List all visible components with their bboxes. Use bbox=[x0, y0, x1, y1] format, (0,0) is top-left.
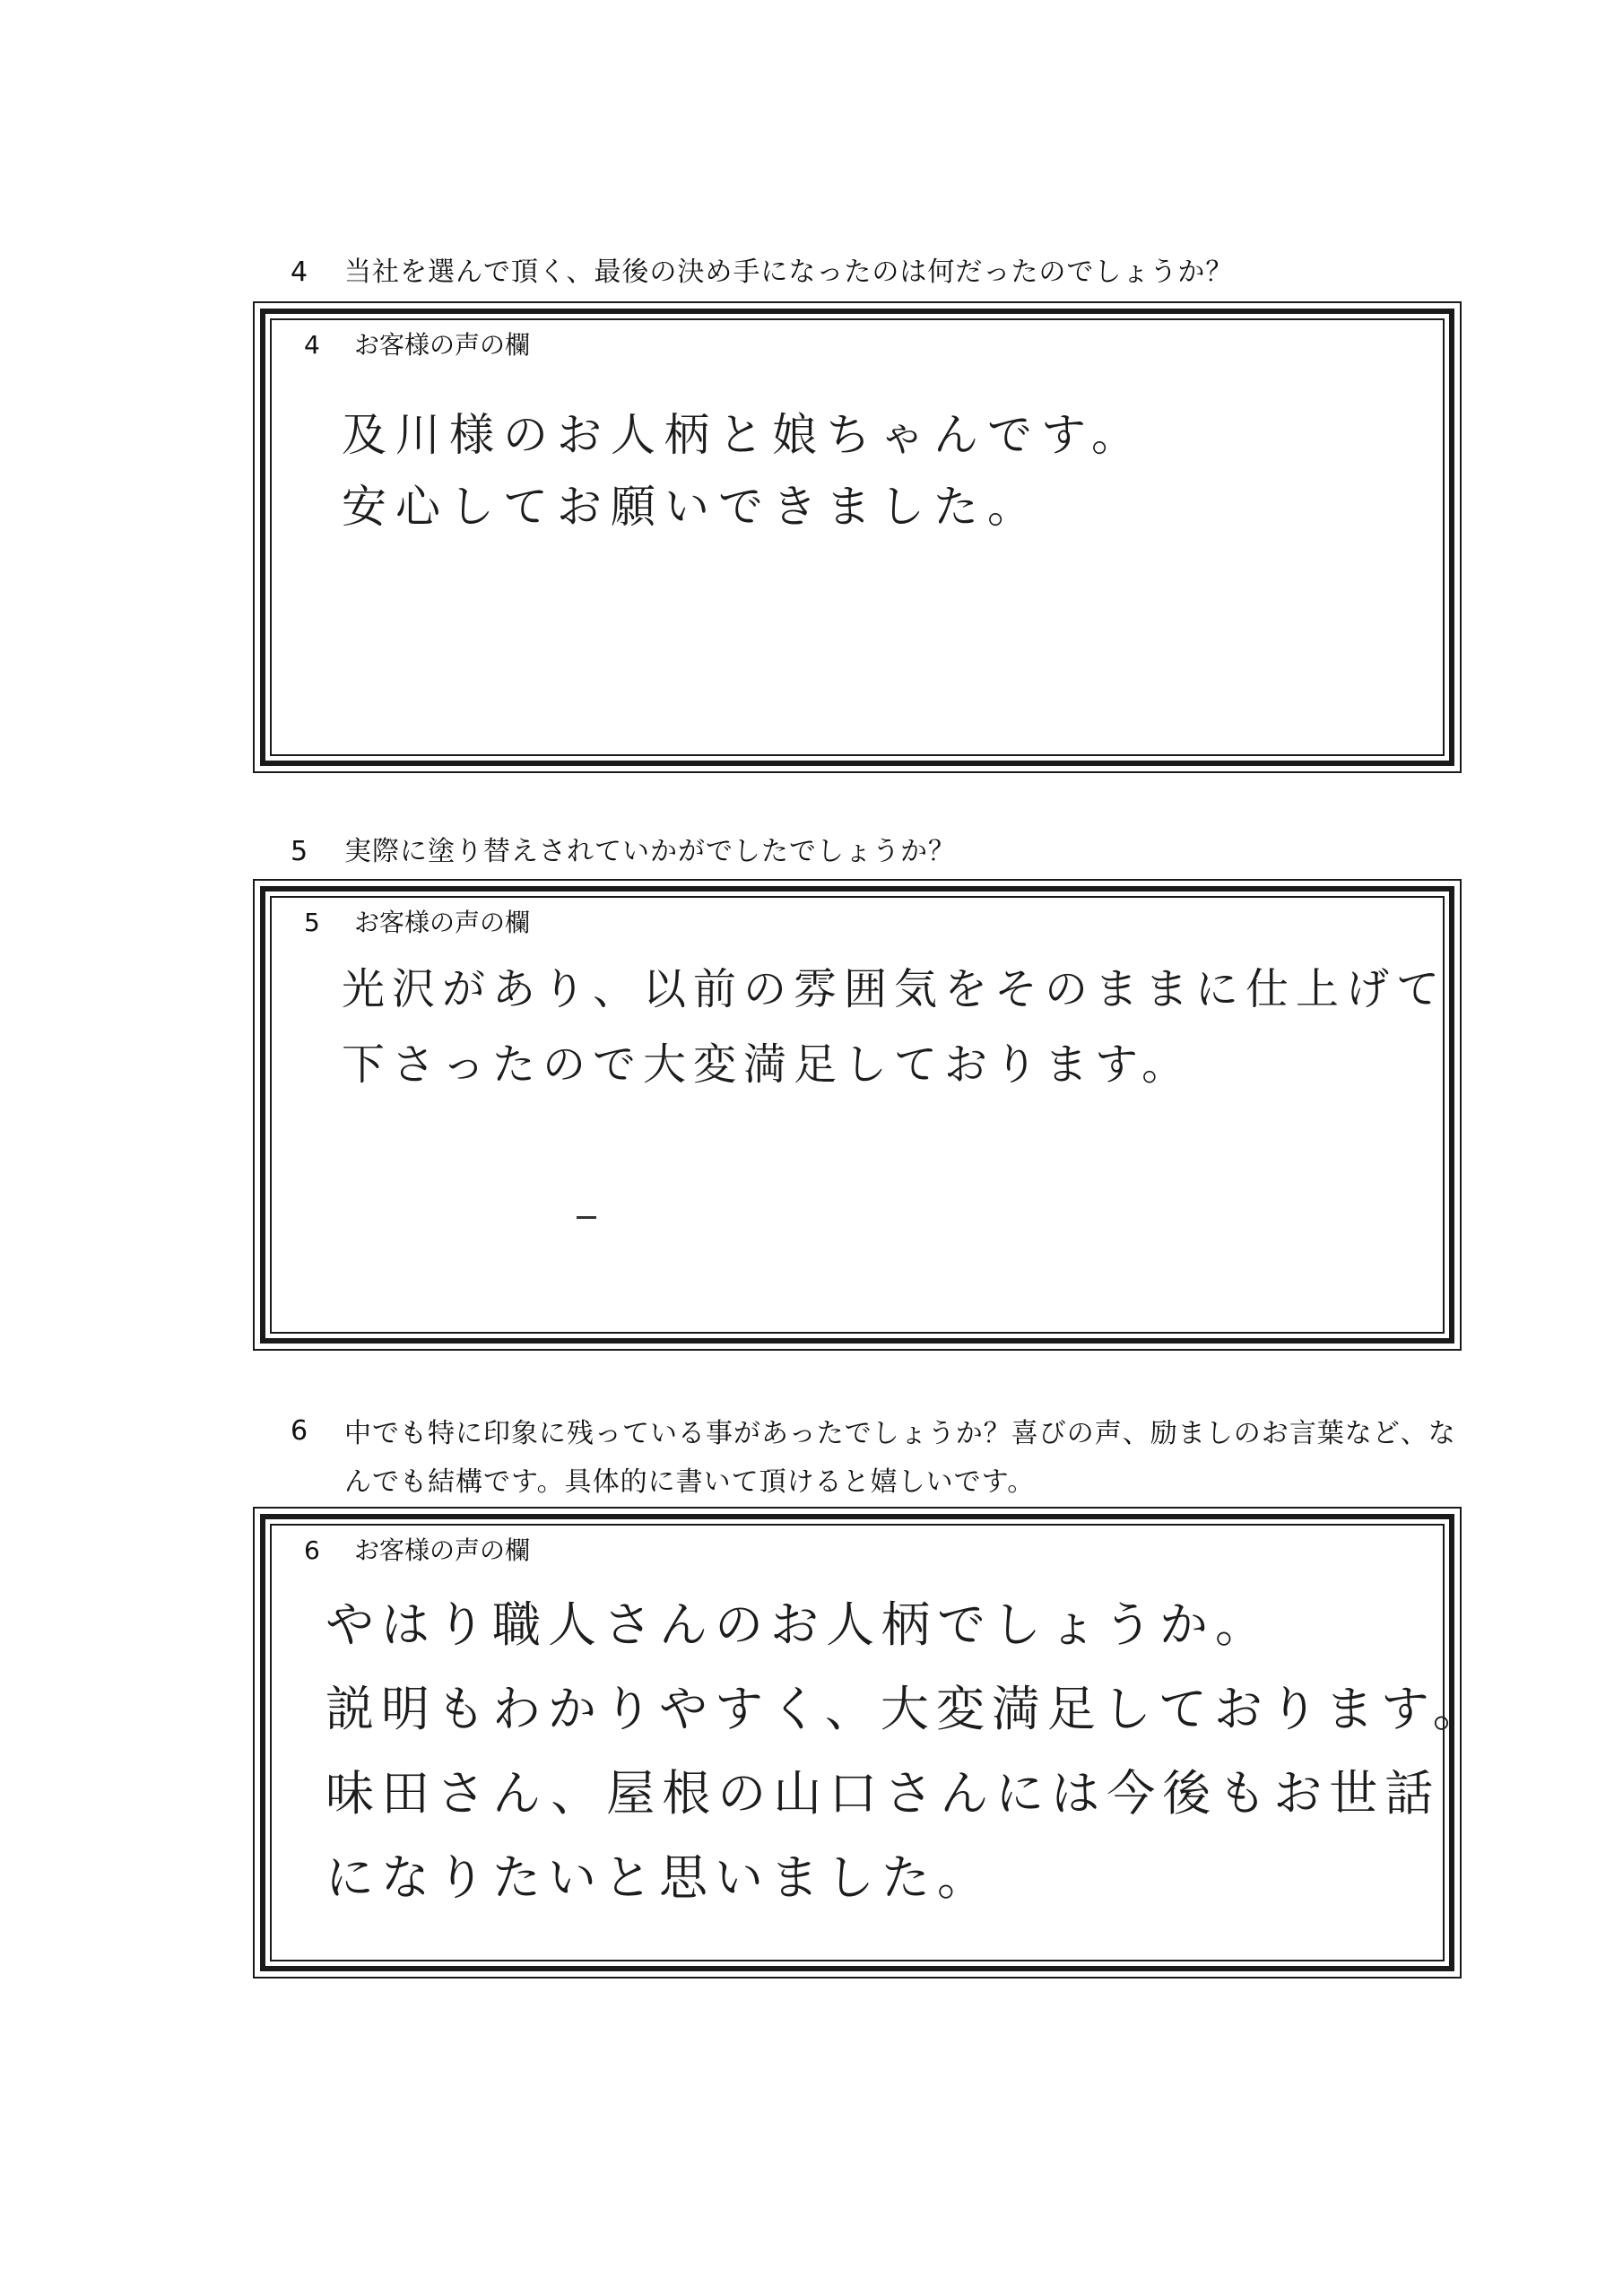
answer-line: 味田さん、屋根の山口さんには今後もお世話 bbox=[325, 1765, 1441, 1822]
answer-line: になりたいと思いました。 bbox=[325, 1849, 993, 1906]
answer-line: 下さったので大変満足しております。 bbox=[342, 1039, 1193, 1090]
answer-line: 光沢があり、以前の雰囲気をそのままに仕上げて bbox=[342, 964, 1447, 1014]
box-label-text: お客様の声の欄 bbox=[354, 908, 531, 937]
question-text: 当社を選んで頂く、最後の決め手になったのは何だったのでしょうか？ bbox=[344, 257, 1234, 288]
answer-box-5 bbox=[253, 879, 1462, 1351]
box-label-text: お客様の声の欄 bbox=[354, 330, 531, 360]
box-label bbox=[304, 329, 530, 361]
box-number: 4 bbox=[304, 330, 320, 360]
handwritten-answer bbox=[325, 1583, 1488, 1920]
question-text: 中でも特に印象に残っている事があったでしょうか？喜びの声、励ましのお言葉など、なんでも結構です。具体的に書いて頂けると嬉しいです。 bbox=[344, 1418, 1456, 1498]
answer-line: やはり職人さんのお人柄でしょうか。 bbox=[325, 1596, 1271, 1653]
answer-line: 安心してお願いできました。 bbox=[342, 481, 1041, 533]
box-number: 5 bbox=[304, 908, 320, 937]
answer-box-4 bbox=[253, 301, 1462, 773]
stray-pen-mark bbox=[577, 1216, 596, 1219]
question-number: 4 bbox=[291, 257, 309, 288]
handwritten-answer bbox=[342, 399, 1145, 543]
question-number: 6 bbox=[291, 1415, 309, 1447]
answer-line: 及川様のお人柄と娘ちゃんです。 bbox=[342, 409, 1145, 461]
box-label bbox=[304, 907, 530, 939]
question-text: 実際に塗り替えされていかがでしたでしょうか？ bbox=[344, 836, 956, 867]
question-number: 5 bbox=[291, 836, 309, 867]
answer-line: 説明もわかりやすく、大変満足しております。 bbox=[325, 1681, 1488, 1737]
box-label-text: お客様の声の欄 bbox=[354, 1535, 531, 1565]
box-label bbox=[304, 1535, 530, 1567]
handwritten-answer bbox=[342, 952, 1446, 1102]
answer-box-6 bbox=[253, 1507, 1488, 1979]
box-number: 6 bbox=[304, 1535, 320, 1565]
